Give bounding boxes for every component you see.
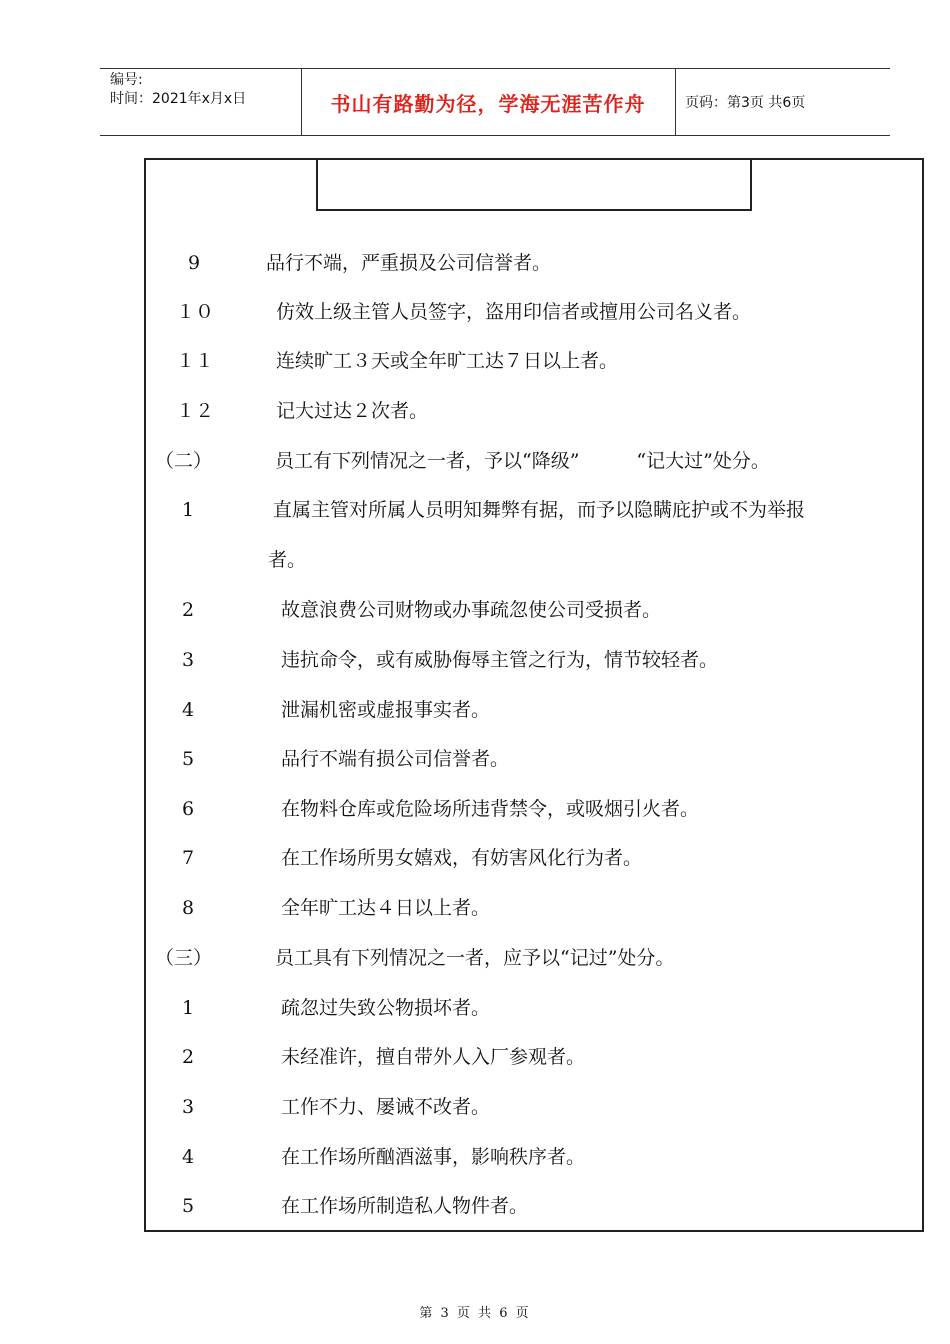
item-text: 故意浪费公司财物或办事疏忽使公司受损者。 xyxy=(281,599,662,621)
header-divider xyxy=(675,69,676,135)
item-number: 8 xyxy=(182,897,195,919)
item-text: 疏忽过失致公物损坏者。 xyxy=(281,997,491,1019)
item-text: 在工作场所制造私人物件者。 xyxy=(281,1195,529,1217)
section-number: （二） xyxy=(155,450,213,472)
list-item-continuation xyxy=(145,544,920,576)
item-number: １１ xyxy=(176,350,215,372)
item-number: 3 xyxy=(182,649,195,671)
list-item xyxy=(145,494,920,526)
list-item xyxy=(145,1190,920,1222)
item-text: 全年旷工达４日以上者。 xyxy=(281,897,491,919)
item-number: 2 xyxy=(182,599,195,621)
item-number: 5 xyxy=(182,1195,195,1217)
header-page-info: 页码：第3页 共6页 xyxy=(685,95,806,111)
list-item xyxy=(145,296,920,328)
item-number: １２ xyxy=(176,400,215,422)
item-number: 5 xyxy=(182,748,195,770)
item-text: 者。 xyxy=(268,549,307,571)
list-item xyxy=(145,345,920,377)
section-text: 员工有下列情况之一者，予以“降级” “记大过”处分。 xyxy=(275,450,770,472)
list-item xyxy=(145,842,920,874)
list-item xyxy=(145,247,920,279)
item-number: 1 xyxy=(182,997,195,1019)
item-number: 4 xyxy=(182,699,195,721)
list-item xyxy=(145,1091,920,1123)
page-footer: 第 3 页 共 6 页 xyxy=(419,1306,531,1321)
item-text: 直属主管对所属人员明知舞弊有据，而予以隐瞒庇护或不为举报 xyxy=(273,499,806,521)
header-motto: 书山有路勤为径，学海无涯苦作舟 xyxy=(330,91,646,116)
inner-frame xyxy=(316,158,752,211)
item-number: 4 xyxy=(182,1146,195,1168)
item-text: 在工作场所男女嬉戏，有妨害风化行为者。 xyxy=(281,847,643,869)
item-number: 3 xyxy=(182,1096,195,1118)
list-item xyxy=(145,1141,920,1173)
section-number: （三） xyxy=(155,947,213,969)
item-text: 仿效上级主管人员签字，盗用印信者或擅用公司名义者。 xyxy=(276,301,752,323)
section-heading xyxy=(145,942,920,974)
list-item xyxy=(145,743,920,775)
section-text: 员工具有下列情况之一者，应予以“记过”处分。 xyxy=(275,947,675,969)
page-header xyxy=(100,68,890,136)
document-date: 时间：2021年x月x日 xyxy=(110,91,247,107)
item-text: 工作不力、屡诫不改者。 xyxy=(281,1096,491,1118)
section-heading xyxy=(145,445,920,477)
list-item xyxy=(145,694,920,726)
list-item xyxy=(145,892,920,924)
item-text: 记大过达２次者。 xyxy=(276,400,429,422)
item-number: 2 xyxy=(182,1046,195,1068)
item-number: 1 xyxy=(182,499,195,521)
item-text: 连续旷工３天或全年旷工达７日以上者。 xyxy=(276,350,619,372)
item-text: 在物料仓库或危险场所违背禁令，或吸烟引火者。 xyxy=(281,798,700,820)
item-number: １０ xyxy=(176,301,215,323)
list-item xyxy=(145,1041,920,1073)
item-text: 泄漏机密或虚报事实者。 xyxy=(281,699,491,721)
item-text: 违抗命令，或有威胁侮辱主管之行为，情节较轻者。 xyxy=(281,649,719,671)
item-number: 9 xyxy=(188,252,201,274)
list-item xyxy=(145,644,920,676)
list-item xyxy=(145,395,920,427)
item-text: 未经准许，擅自带外人入厂参观者。 xyxy=(281,1046,586,1068)
list-item xyxy=(145,992,920,1024)
list-item xyxy=(145,594,920,626)
item-text: 品行不端有损公司信誉者。 xyxy=(281,748,510,770)
item-text: 在工作场所酗酒滋事，影响秩序者。 xyxy=(281,1146,586,1168)
list-item xyxy=(145,793,920,825)
item-text: 品行不端，严重损及公司信誉者。 xyxy=(266,252,552,274)
item-number: 6 xyxy=(182,798,195,820)
document-number-label: 编号: xyxy=(110,72,143,88)
item-number: 7 xyxy=(182,847,195,869)
header-meta xyxy=(110,71,300,109)
